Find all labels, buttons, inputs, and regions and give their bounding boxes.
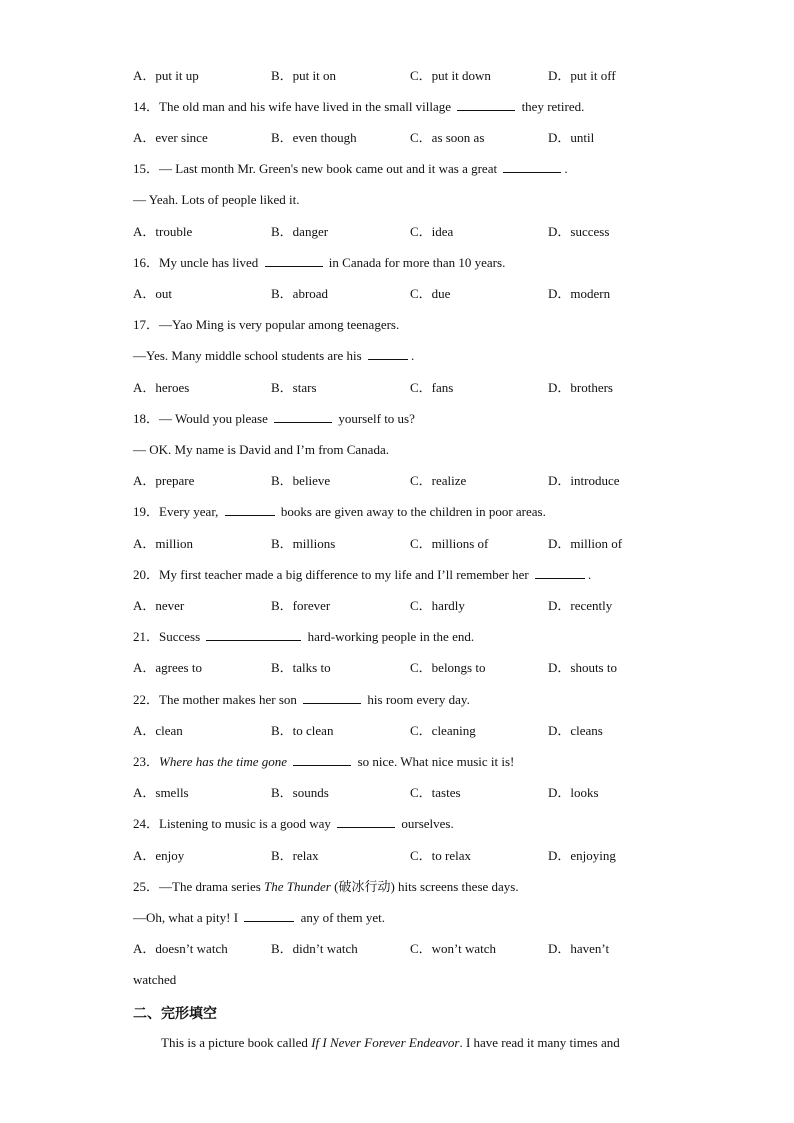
q15-stem-text: 15．— Last month Mr. Green's new book came out and it was a great (133, 161, 498, 176)
q25-reply (133, 908, 673, 928)
q22-stem-text: 22．The mother makes her son (133, 692, 297, 707)
q16-stem-end: in Canada for more than 10 years. (328, 255, 506, 270)
q18-reply: — OK. My name is David and I’m from Canada. (133, 442, 389, 457)
q17-option-d: D．brothers (548, 380, 613, 395)
q17-stem: 17．—Yao Ming is very popular among teenagers. (133, 317, 400, 332)
q24-stem (133, 814, 673, 834)
q14-option-a: A．ever since (133, 130, 208, 145)
q15-stem-end: . (564, 161, 568, 176)
cloze-intro-end: . I have read it many times and (459, 1035, 620, 1050)
q19-option-d: D．million of (548, 536, 623, 551)
q24-option-d: D．enjoying (548, 848, 616, 863)
q22-option-c: C．cleaning (410, 723, 476, 738)
q23-option-d: D．looks (548, 785, 599, 800)
q23-stem-end: so nice. What nice music it is! (357, 754, 515, 769)
q25-options (133, 939, 693, 959)
q16-blank (265, 253, 323, 267)
q18-stem (133, 409, 673, 429)
q23-stem (133, 752, 673, 772)
q24-option-b: B．relax (271, 848, 319, 863)
q24-stem-end: ourselves. (401, 816, 454, 831)
q14-option-d: D．until (548, 130, 595, 145)
section-title: 二、完形填空 (133, 1006, 217, 1022)
q19-options (133, 534, 693, 554)
q22-stem (133, 690, 673, 710)
q19-option-a: A．million (133, 536, 193, 551)
q14-option-b: B．even though (271, 130, 357, 145)
q25-drama-title: The Thunder (264, 879, 331, 894)
q23-options (133, 783, 693, 803)
q25-stem (133, 877, 673, 897)
q23-blank (293, 752, 351, 766)
q23-option-a: A．smells (133, 785, 189, 800)
q22-stem-end: his room every day. (367, 692, 470, 707)
q16-option-d: D．modern (548, 286, 611, 301)
q20-option-b: B．forever (271, 598, 331, 613)
q22-blank (303, 690, 361, 704)
q25-stem-end: (破冰行动) hits screens these days. (334, 879, 519, 894)
q16-option-c: C．due (410, 286, 451, 301)
q22-option-d: D．cleans (548, 723, 603, 738)
q20-stem-end: . (588, 567, 592, 582)
q25-option-d-wrap: watched (133, 972, 177, 987)
q19-stem-end: books are given away to the children in poor areas. (280, 504, 546, 519)
q13-option-d: D．put it off (548, 68, 616, 83)
q16-option-b: B．abroad (271, 286, 329, 301)
q24-option-a: A．enjoy (133, 848, 185, 863)
q21-option-b: B．talks to (271, 660, 331, 675)
q21-option-c: C．belongs to (410, 660, 486, 675)
q19-stem-text: 19．Every year, (133, 504, 219, 519)
q14-blank (457, 97, 515, 111)
q17-reply-end: . (410, 348, 415, 363)
q20-stem-text: 20．My first teacher made a big difference to my life and I’ll remember her (133, 567, 529, 582)
q20-stem (133, 565, 673, 585)
cloze-paragraph (161, 1033, 681, 1053)
cloze-intro-text: This is a picture book called (161, 1035, 308, 1050)
q25-blank (244, 908, 294, 922)
q23-option-c: C．tastes (410, 785, 461, 800)
q16-option-a: A．out (133, 286, 173, 301)
q15-option-a: A．trouble (133, 224, 193, 239)
cloze-book-title: If I Never Forever Endeavor (311, 1035, 460, 1050)
q20-option-c: C．hardly (410, 598, 465, 613)
q19-option-b: B．millions (271, 536, 336, 551)
q21-blank (206, 627, 301, 641)
q17-reply-text: —Yes. Many middle school students are his (133, 348, 362, 363)
q13-option-a: A．put it up (133, 68, 199, 83)
q22-option-a: A．clean (133, 723, 183, 738)
q13-option-b: B．put it on (271, 68, 337, 83)
q21-stem (133, 627, 673, 647)
q24-option-c: C．to relax (410, 848, 472, 863)
q14-option-c: C．as soon as (410, 130, 485, 145)
q21-stem-text: 21．Success (133, 629, 201, 644)
q15-stem (133, 159, 673, 179)
q21-stem-end: hard-working people in the end. (307, 629, 475, 644)
q18-stem-text: 18．— Would you please (133, 411, 268, 426)
q25-option-d: D．haven’t (548, 941, 610, 956)
q25-stem-text: 25．—The drama series (133, 879, 261, 894)
q23-option-b: B．sounds (271, 785, 329, 800)
q15-blank (503, 159, 561, 173)
q23-song-title: Where has the time gone (159, 754, 288, 769)
q19-blank (225, 502, 275, 516)
q14-stem (133, 97, 673, 117)
q25-option-a: A．doesn’t watch (133, 941, 228, 956)
q20-option-d: D．recently (548, 598, 613, 613)
q19-option-c: C．millions of (410, 536, 489, 551)
q14-stem-end: they retired. (521, 99, 585, 114)
q18-options (133, 471, 693, 491)
q21-option-d: D．shouts to (548, 660, 617, 675)
q25-option-c: C．won’t watch (410, 941, 497, 956)
q17-blank (368, 346, 408, 360)
q25-option-b: B．didn’t watch (271, 941, 358, 956)
q15-option-c: C．idea (410, 224, 454, 239)
q22-options (133, 721, 693, 741)
q22-option-b: B．to clean (271, 723, 334, 738)
q25-reply-text: —Oh, what a pity! I (133, 910, 239, 925)
q19-stem (133, 502, 673, 522)
q23-number: 23． (133, 754, 160, 769)
q13-option-c: C．put it down (410, 68, 491, 83)
q14-stem-text: 14．The old man and his wife have lived in the small village (133, 99, 452, 114)
q17-option-c: C．fans (410, 380, 454, 395)
q16-stem (133, 253, 673, 273)
q16-stem-text: 16．My uncle has lived (133, 255, 259, 270)
q25-reply-end: any of them yet. (300, 910, 386, 925)
q13-options (133, 66, 693, 86)
q15-reply: — Yeah. Lots of people liked it. (133, 192, 300, 207)
q18-blank (274, 409, 332, 423)
q15-options (133, 222, 693, 242)
q14-options (133, 128, 693, 148)
q21-option-a: A．agrees to (133, 660, 202, 675)
q24-stem-text: 24．Listening to music is a good way (133, 816, 331, 831)
q18-option-a: A．prepare (133, 473, 195, 488)
q16-options (133, 284, 693, 304)
q17-reply (133, 346, 673, 366)
q15-option-d: D．success (548, 224, 610, 239)
q15-option-b: B．danger (271, 224, 329, 239)
q17-options (133, 378, 693, 398)
q18-option-b: B．believe (271, 473, 331, 488)
q20-options (133, 596, 693, 616)
q17-option-a: A．heroes (133, 380, 190, 395)
q21-options (133, 658, 693, 678)
q24-options (133, 846, 693, 866)
q20-option-a: A．never (133, 598, 185, 613)
q24-blank (337, 814, 395, 828)
q18-option-d: D．introduce (548, 473, 620, 488)
q18-option-c: C．realize (410, 473, 467, 488)
q18-stem-end: yourself to us? (338, 411, 415, 426)
q20-blank (535, 565, 585, 579)
q17-option-b: B．stars (271, 380, 317, 395)
